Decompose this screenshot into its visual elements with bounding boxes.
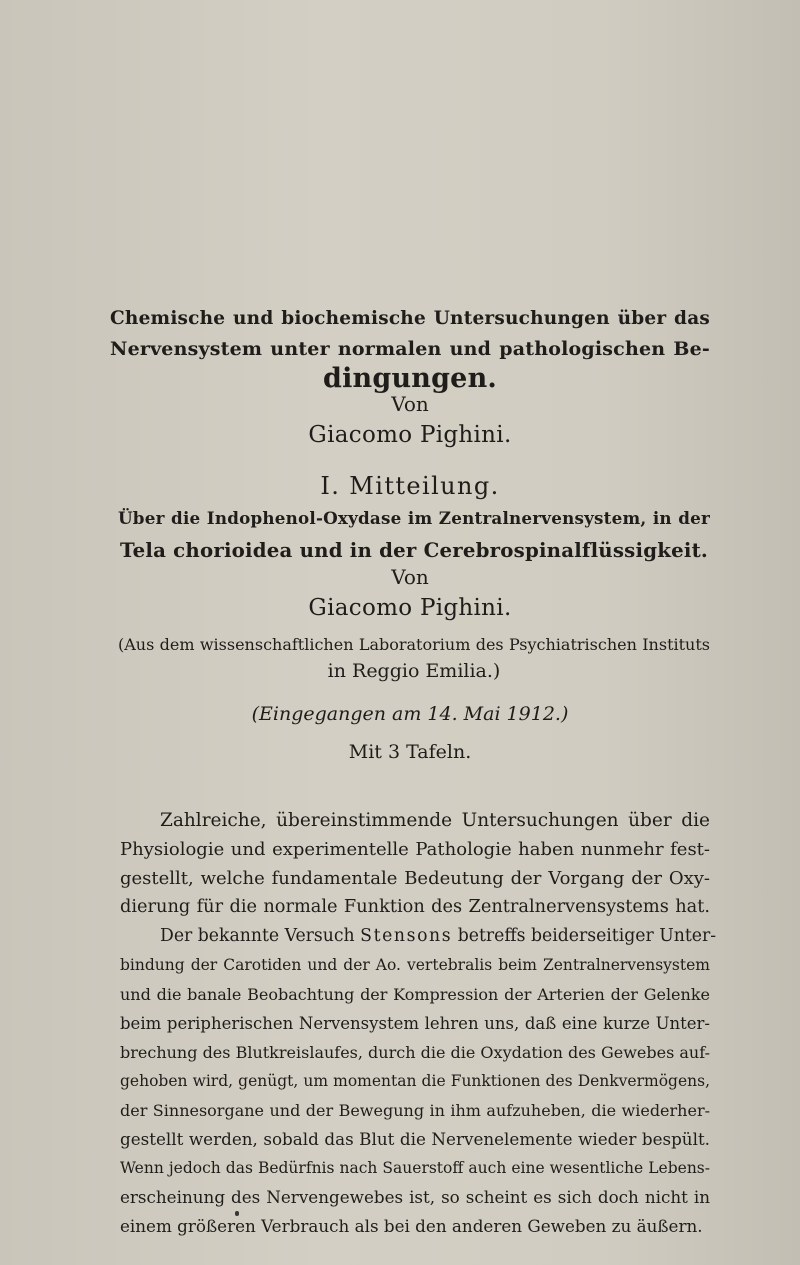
person-name-stensons: Stensons: [360, 926, 453, 946]
subtitle-line-2: Tela chorioidea und in der Cerebrospinalflüssigkeit.: [120, 538, 708, 562]
subtitle-line-1: Über die Indophenol-Oxydase im Zentralnervensystem, in der: [118, 508, 710, 528]
body-line: erscheinung des Nervengewebes ist, so scheint es sich doch nicht in: [120, 1187, 710, 1207]
body-line: [120, 922, 717, 951]
author-name-2: Giacomo Pighini.: [308, 595, 512, 621]
author-name-1: Giacomo Pighini.: [308, 422, 512, 448]
body-line: und die banale Beobachtung der Kompression der Arterien der Gelenke: [120, 985, 710, 1004]
body-line: einem größeren Verbrauch als bei den anderen Geweben zu äußern.: [120, 1216, 703, 1236]
body-text: [120, 806, 717, 1241]
body-text-run: betreffs beiderseitiger Unter-: [457, 926, 717, 946]
body-text-run: Der bekannte Versuch: [160, 926, 355, 946]
subtitle: [118, 502, 710, 566]
institution-line-1: (Aus dem wissenschaftlichen Laboratorium des Psychiatrischen Instituts: [118, 635, 710, 654]
body-line: brechung des Blutkreislaufes, durch die die Oxydation des Gewebes auf-: [120, 1043, 710, 1062]
body-line: Zahlreiche, übereinstimmende Untersuchungen über die: [160, 810, 710, 831]
body-line: gehoben wird, genügt, um momentan die Funktionen des Denkvermögens,: [120, 1072, 710, 1090]
main-title-line-1: Chemische und biochemische Untersuchungen über das: [110, 308, 710, 329]
body-line: dierung für die normale Funktion des Zentralnervensystems hat.: [120, 897, 710, 917]
institution-line-2: in Reggio Emilia.): [327, 660, 501, 682]
body-line: beim peripherischen Nervensystem lehren uns, daß eine kurze Unter-: [120, 1014, 710, 1033]
byline-von-2: Von: [391, 565, 429, 589]
received-date: (Eingegangen am 14. Mai 1912.): [251, 703, 569, 725]
main-title-line-3: dingungen.: [323, 363, 497, 394]
body-line: Physiologie und experimentelle Pathologie haben nunmehr fest-: [120, 839, 710, 860]
paper-speck: [235, 1211, 239, 1216]
plates-note: Mit 3 Tafeln.: [348, 741, 472, 763]
body-line: der Sinnesorgane und der Bewegung in ihm aufzuheben, die wiederher-: [120, 1101, 710, 1120]
main-title-line-2: Nervensystem unter normalen und pathologischen Be-: [110, 338, 710, 360]
body-line: bindung der Carotiden und der Ao. vertebralis beim Zentralnervensystem: [120, 956, 710, 974]
main-title: [110, 304, 710, 394]
byline-von-1: Von: [391, 392, 429, 416]
institution-note: [118, 631, 710, 685]
body-line: gestellt werden, sobald das Blut die Nervenelemente wieder bespült.: [120, 1129, 710, 1149]
part-heading: I. Mitteilung.: [320, 472, 500, 500]
body-line: gestellt, welche fundamentale Bedeutung der Vorgang der Oxy-: [120, 868, 710, 889]
body-line: Wenn jedoch das Bedürfnis nach Sauerstoff auch eine wesentliche Lebens-: [120, 1159, 710, 1177]
